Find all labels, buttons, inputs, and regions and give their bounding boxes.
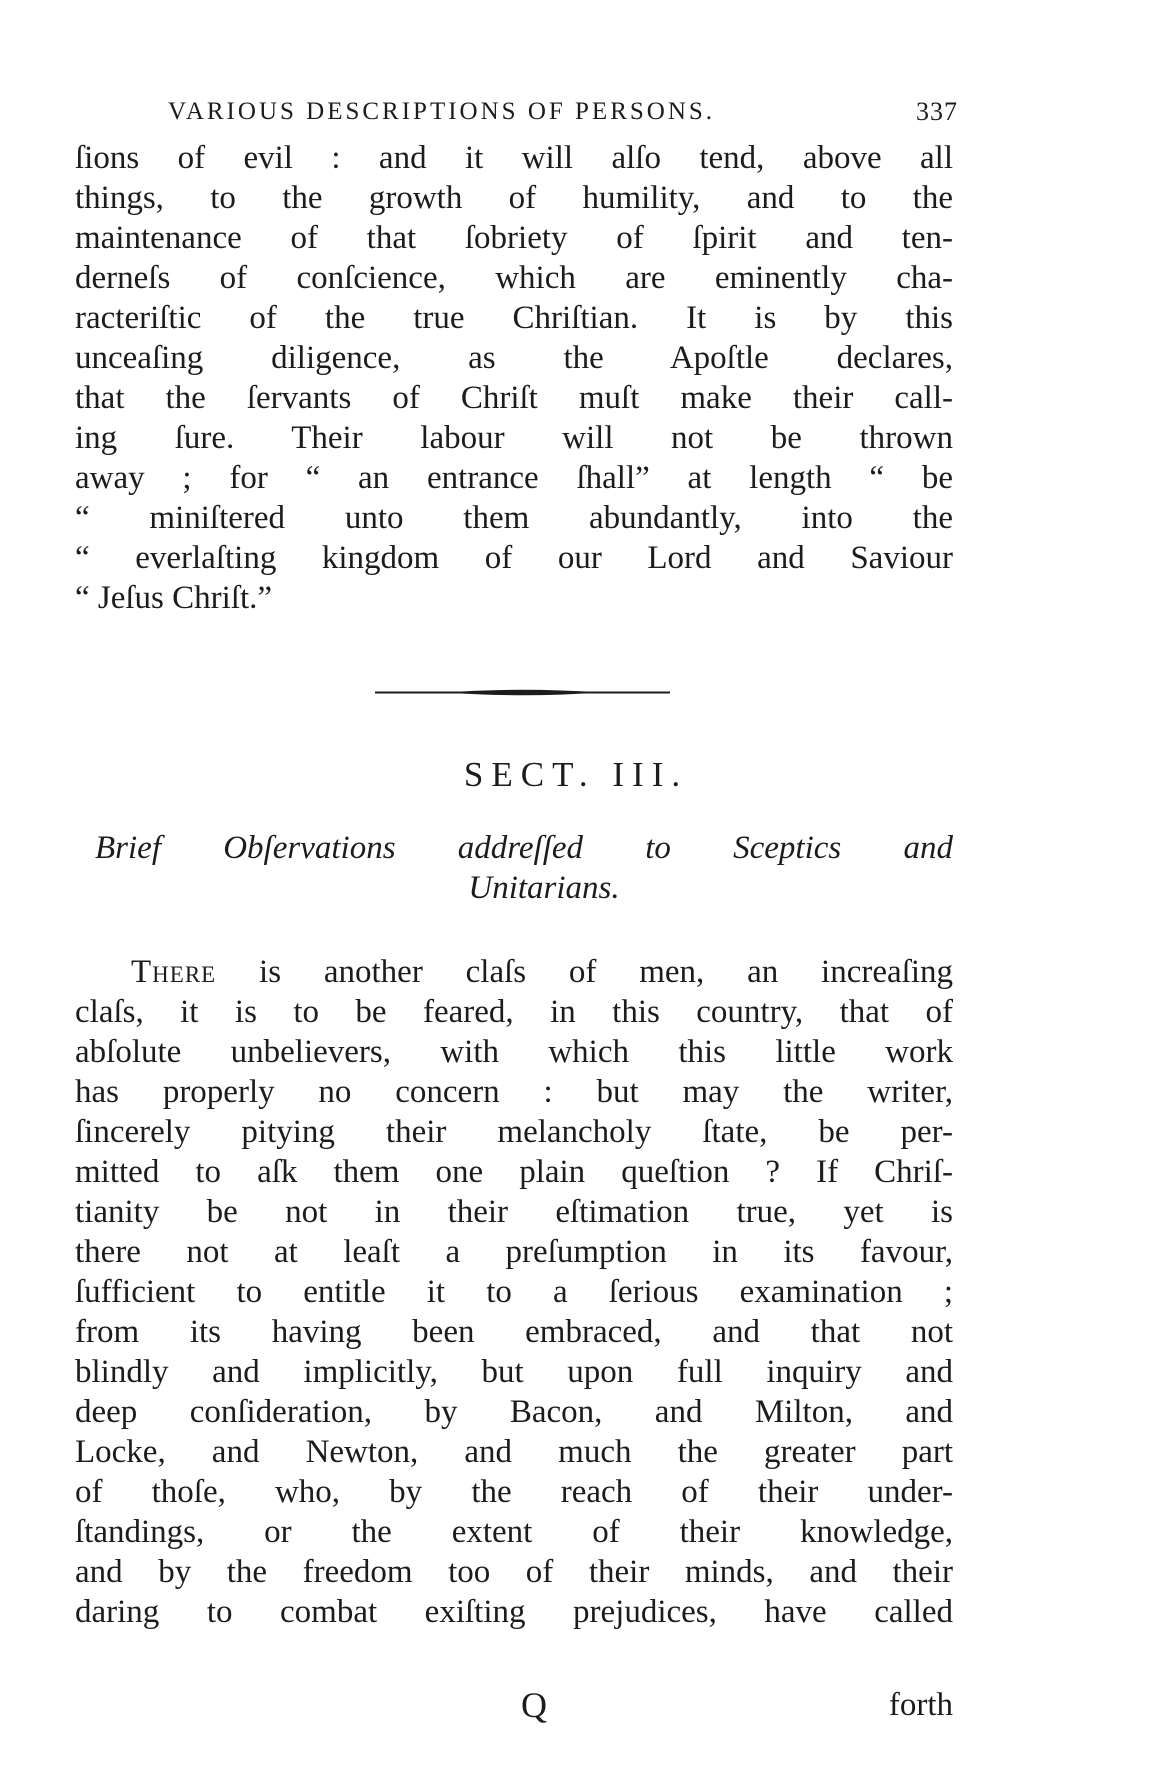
section-subtitle-line: Unitarians. [468,870,620,906]
main-paragraph [75,952,953,1632]
text-line: from its having been embraced, and that not [75,1314,953,1350]
text-line: that the ſervants of Chriſt muſt make their call- [75,380,953,416]
text-line: ſufficient to entitle it to a ſerious examination ; [75,1274,953,1310]
text-line: unceaſing diligence, as the Apoſtle declares, [75,340,953,376]
text-line: racteriſtic of the true Chriſtian. It is by this [75,300,953,336]
text-line: blindly and implicitly, but upon full inquiry and [75,1354,953,1390]
text-line: claſs, it is to be feared, in this country, that of [75,994,953,1030]
text-line: things, to the growth of humility, and to the [75,180,953,216]
text-span: is another claſs of men, an increaſing [216,954,953,990]
text-line: derneſs of conſcience, which are eminently cha- [75,260,953,296]
text-line: maintenance of that ſobriety of ſpirit and ten- [75,220,953,256]
text-line: of thoſe, who, by the reach of their under- [75,1474,953,1510]
text-line: ing ſure. Their labour will not be thrown [75,420,953,456]
text-line: ſincerely pitying their melancholy ſtate, be per- [75,1114,953,1150]
catchword: forth [888,1687,953,1723]
opening-word: There [131,954,217,990]
text-line [75,952,953,992]
text-line: ſions of evil : and it will alſo tend, above all [75,140,953,176]
text-line: tianity be not in their eſtimation true, yet is [75,1194,953,1230]
text-line: there not at leaſt a preſumption in its favour, [75,1234,953,1270]
signature-mark: Q [521,1685,547,1725]
section-subtitle [95,828,953,908]
text-line: abſolute unbelievers, with which this little work [75,1034,953,1070]
page-number: 337 [916,97,958,126]
text-line: ſtandings, or the extent of their knowledge, [75,1514,953,1550]
text-line: daring to combat exiſting prejudices, have called [75,1594,953,1630]
text-line: has properly no concern : but may the writer, [75,1074,953,1110]
continued-paragraph [75,138,953,618]
text-line: “ everlaſting kingdom of our Lord and Saviour [75,540,953,576]
section-subtitle-line: Brief Obſervations addreſſed to Sceptics and [95,830,953,866]
section-heading: SECT. III. [463,755,689,794]
text-line: away ; for “ an entrance ſhall” at length “ be [75,460,953,496]
text-line: deep conſideration, by Bacon, and Milton, and [75,1394,953,1430]
section-divider [375,688,670,697]
text-line: and by the freedom too of their minds, and their [75,1554,953,1590]
page-footer [75,1683,953,1727]
text-line: “ Jeſus Chriſt.” [75,580,273,616]
text-line: mitted to aſk them one plain queſtion ? If Chriſ- [75,1154,953,1190]
running-head [168,92,958,132]
text-line: Locke, and Newton, and much the greater part [75,1434,953,1470]
text-line: “ miniſtered unto them abundantly, into the [75,500,953,536]
running-title: VARIOUS DESCRIPTIONS OF PERSONS. [168,98,716,125]
